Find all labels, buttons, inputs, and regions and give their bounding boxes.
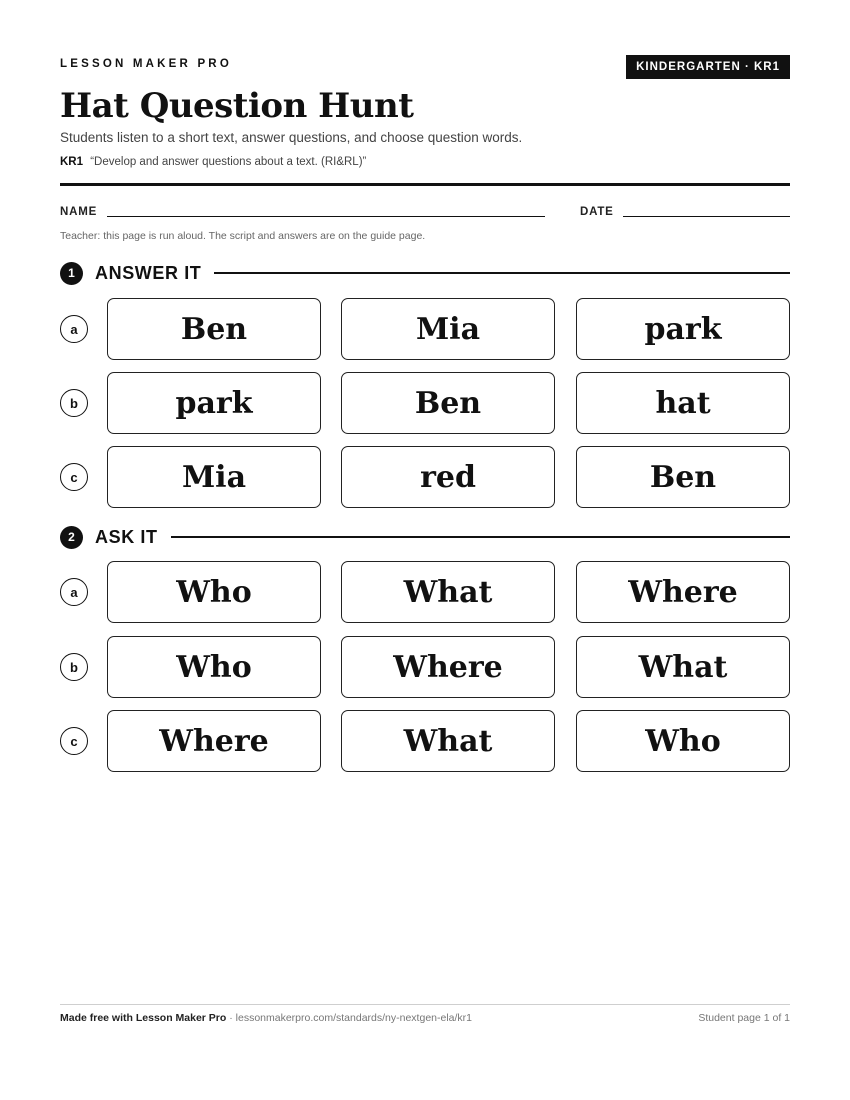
question-row bbox=[60, 446, 790, 508]
answer-choice-card[interactable]: Ben bbox=[341, 372, 555, 434]
footer-page-label: Student page 1 of 1 bbox=[698, 1012, 790, 1024]
question-word-card[interactable]: Who bbox=[576, 710, 790, 772]
question-row bbox=[60, 710, 790, 772]
date-label: DATE bbox=[580, 206, 614, 218]
standard-text: “Develop and answer questions about a text. (RI&RL)” bbox=[90, 156, 367, 168]
row-letter-badge: b bbox=[60, 653, 88, 681]
name-field[interactable] bbox=[107, 216, 545, 217]
question-row bbox=[60, 561, 790, 623]
section-number-badge: 2 bbox=[60, 526, 83, 549]
name-label: NAME bbox=[60, 206, 98, 218]
page-subtitle: Students listen to a short text, answer questions, and choose question words. bbox=[60, 130, 523, 145]
row-letter-badge: a bbox=[60, 578, 88, 606]
footer-made-with: Made free with Lesson Maker Pro bbox=[60, 1012, 227, 1024]
question-row bbox=[60, 298, 790, 360]
section-number-badge: 1 bbox=[60, 262, 83, 285]
footer-divider bbox=[60, 1004, 790, 1005]
answer-choice-card[interactable]: Ben bbox=[107, 298, 321, 360]
footer-url[interactable]: · lessonmakerpro.com/standards/ny-nextgen-ela/kr1 bbox=[226, 1012, 473, 1024]
answer-choice-card[interactable]: park bbox=[107, 372, 321, 434]
answer-choice-card[interactable]: Mia bbox=[341, 298, 555, 360]
standard-line bbox=[60, 156, 366, 168]
footer-credit bbox=[60, 1012, 472, 1024]
section-answer-it-header bbox=[60, 261, 790, 285]
teacher-note: Teacher: this page is run aloud. The script and answers are on the guide page. bbox=[60, 230, 426, 242]
question-word-card[interactable]: Where bbox=[107, 710, 321, 772]
row-letter-badge: c bbox=[60, 727, 88, 755]
section-title: ASK IT bbox=[95, 526, 158, 547]
brand-name: LESSON MAKER PRO bbox=[60, 58, 232, 70]
section-ask-it-header bbox=[60, 525, 790, 549]
question-word-card[interactable]: Who bbox=[107, 636, 321, 698]
page-title: Hat Question Hunt bbox=[60, 86, 414, 126]
answer-choice-card[interactable]: Ben bbox=[576, 446, 790, 508]
worksheet-page bbox=[60, 0, 790, 1100]
answer-choice-card[interactable]: red bbox=[341, 446, 555, 508]
question-word-card[interactable]: Who bbox=[107, 561, 321, 623]
grade-badge: KINDERGARTEN · KR1 bbox=[626, 55, 790, 79]
date-field[interactable] bbox=[623, 216, 790, 217]
question-row bbox=[60, 372, 790, 434]
question-word-card[interactable]: What bbox=[341, 561, 555, 623]
question-row bbox=[60, 636, 790, 698]
question-word-card[interactable]: What bbox=[576, 636, 790, 698]
section-divider bbox=[214, 272, 790, 274]
answer-choice-card[interactable]: hat bbox=[576, 372, 790, 434]
question-word-card[interactable]: What bbox=[341, 710, 555, 772]
answer-choice-card[interactable]: Mia bbox=[107, 446, 321, 508]
header-divider bbox=[60, 183, 790, 186]
question-word-card[interactable]: Where bbox=[576, 561, 790, 623]
row-letter-badge: a bbox=[60, 315, 88, 343]
section-title: ANSWER IT bbox=[95, 262, 202, 283]
row-letter-badge: c bbox=[60, 463, 88, 491]
section-divider bbox=[171, 536, 790, 538]
answer-choice-card[interactable]: park bbox=[576, 298, 790, 360]
row-letter-badge: b bbox=[60, 389, 88, 417]
question-word-card[interactable]: Where bbox=[341, 636, 555, 698]
standard-code: KR1 bbox=[60, 156, 84, 168]
